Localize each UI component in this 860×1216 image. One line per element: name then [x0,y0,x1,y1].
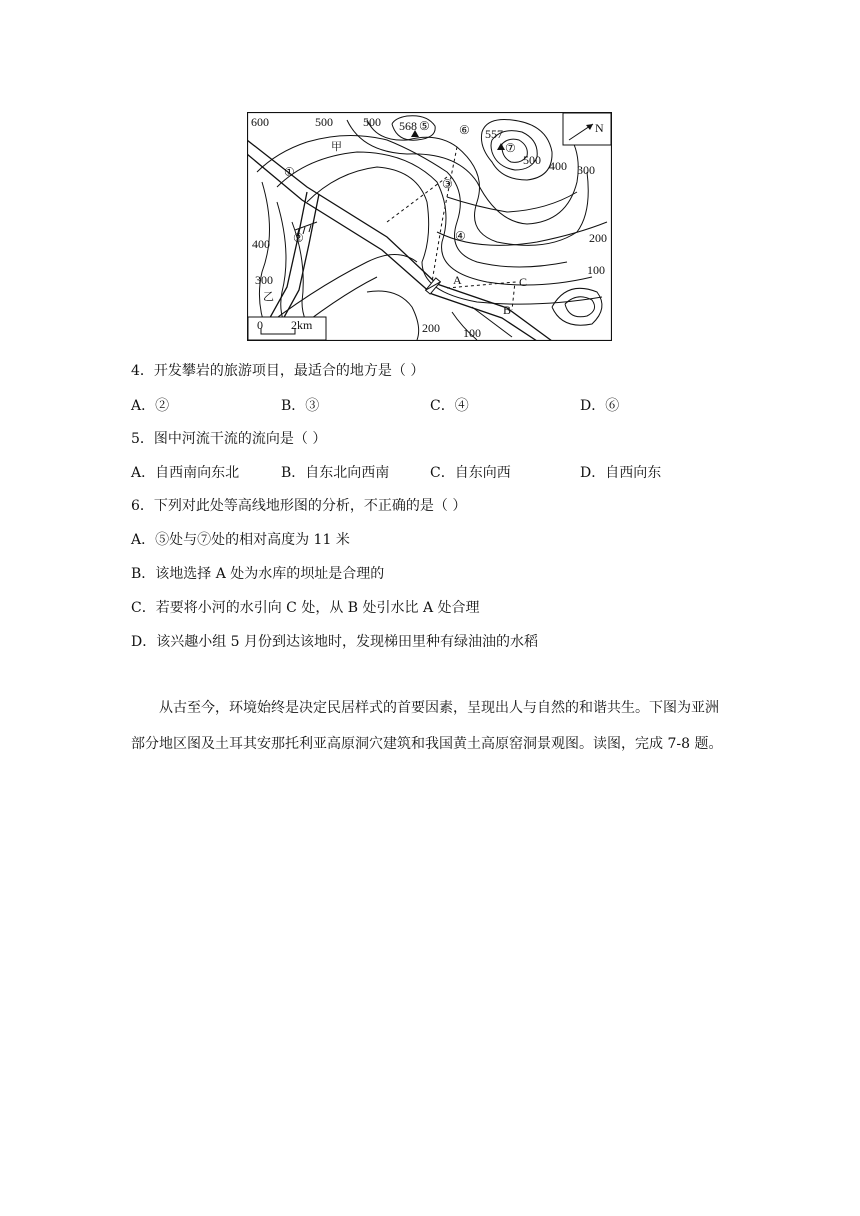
letter-label: C [519,275,528,289]
point-marker: ② [293,231,304,245]
point-marker: ① [284,165,295,179]
contour-map [247,112,612,341]
letter-label: B [503,303,512,317]
peak-elevation: 557 [485,127,503,141]
question-4-option-c: C．④ [430,398,469,414]
question-5-option-d: D．自西向东 [580,465,662,481]
peak-marker: ⑦ [505,141,516,155]
question-4-option-d: D．⑥ [580,398,620,414]
contour-label: 400 [252,237,270,251]
contour-label: 400 [549,159,567,173]
question-5-option-a: A．自西南向东北 [131,465,240,481]
letter-label: A [453,273,462,287]
question-6-stem: 6．下列对此处等高线地形图的分析，不正确的是（ ） [131,498,467,514]
scale-zero: 0 [257,318,263,332]
passage-text: 从古至今，环境始终是决定民居样式的首要因素，呈现出人与自然的和谐共生。下图为亚洲部分地区图及土耳其安那托利亚高原洞穴建筑和我国黄土高原窑洞景观图。读图，完成 7-8 题。 [131,700,723,752]
question-6-option-d: D．该兴趣小组 5 月份到达该地时，发现梯田里种有绿油油的水稻 [131,634,539,650]
north-arrow-icon [563,113,611,145]
question-4-stem: 4．开发攀岩的旅游项目，最适合的地方是（ ） [131,363,425,379]
scale-length: 2km [291,318,313,332]
contour-label: 300 [577,163,595,177]
north-label: N [595,121,604,135]
question-5-option-c: C．自东向西 [430,465,511,481]
question-6-option-a: A．⑤处与⑦处的相对高度为 11 米 [131,532,350,548]
peak-elevation: 568 [399,119,417,133]
contour-label: 500 [523,153,541,167]
place-label-yi: 乙 [263,291,274,303]
point-marker: ⑥ [459,123,470,137]
place-label-jia: 甲 [331,141,342,153]
peak-marker: ⑤ [419,119,430,133]
point-marker: ③ [442,177,453,191]
contour-label: 500 [315,115,333,129]
contour-label: 500 [363,115,381,129]
contour-label: 100 [463,326,481,340]
question-6-option-b: B．该地选择 A 处为水库的坝址是合理的 [131,566,385,582]
contour-label: 200 [589,231,607,245]
contour-label: 100 [587,263,605,277]
question-4-option-a: A．② [131,398,170,414]
contour-label: 300 [255,273,273,287]
contour-label: 600 [251,115,269,129]
question-5-option-b: B．自东北向西南 [281,465,390,481]
question-4-option-b: B．③ [281,398,320,414]
contour-label: 200 [422,321,440,335]
point-marker: ④ [455,229,466,243]
question-5-stem: 5．图中河流干流的流向是（ ） [131,431,327,447]
passage-paragraph [131,690,731,762]
question-6-option-c: C．若要将小河的水引向 C 处，从 B 处引水比 A 处合理 [131,600,480,616]
